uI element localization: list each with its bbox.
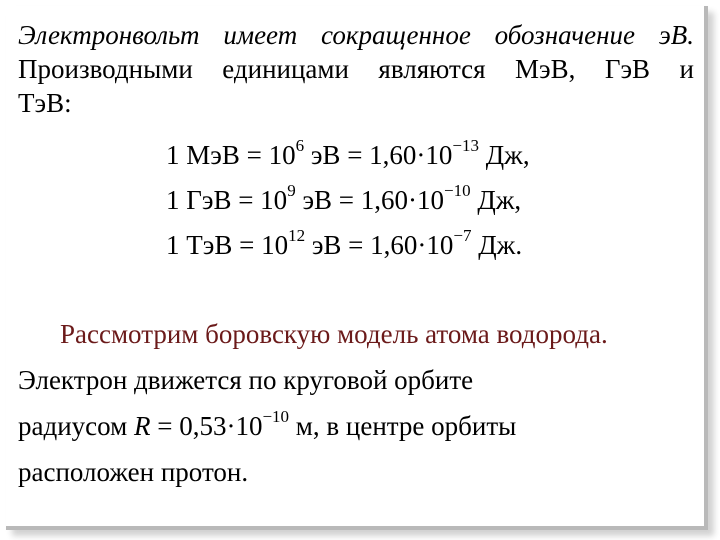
equation-tev-exp1: 12 <box>288 226 306 245</box>
equation-mev <box>166 131 530 179</box>
bohr-line-1: Рассмотрим боровскую модель атома водорода. <box>60 319 608 349</box>
equation-tev <box>166 221 522 269</box>
radius-symbol: R <box>133 411 151 441</box>
radius-exponent: −10 <box>262 407 290 426</box>
bohr-line-3-pre: радиусом <box>18 411 134 441</box>
bohr-line-3-post: м, в центре орбиты <box>289 411 517 441</box>
equation-gev-exp1: 9 <box>287 181 296 200</box>
bohr-paragraph <box>18 311 694 495</box>
equation-gev-mid: эВ = 1,60·10 <box>295 185 445 215</box>
equation-gev <box>166 176 521 224</box>
equation-gev-lhs: 1 ГэВ = 10 <box>166 185 288 215</box>
equation-mev-mid: эВ = 1,60·10 <box>304 140 453 170</box>
equation-gev-exp2: −10 <box>444 181 471 200</box>
equation-mev-lhs: 1 МэВ = 10 <box>166 140 296 170</box>
equation-tev-exp2: −7 <box>453 226 472 245</box>
intro-line-3: ТэВ: <box>18 88 72 118</box>
bohr-line-2: Электрон движется по круговой орбите <box>18 365 474 395</box>
intro-paragraph <box>18 18 694 120</box>
intro-line-2: Производными единицами являются МэВ, ГэВ и <box>18 54 694 84</box>
bohr-line-3-mid: = 0,53·10 <box>150 411 263 441</box>
bohr-line-4: расположен протон. <box>18 457 249 487</box>
equation-tev-lhs: 1 ТэВ = 10 <box>166 230 289 260</box>
intro-line-1: Электронвольт имеет сокращенное обозначение эВ. <box>18 20 694 50</box>
equation-mev-exp2: −13 <box>452 136 480 155</box>
equation-mev-exp1: 6 <box>295 136 305 155</box>
equation-gev-rhs: Дж, <box>470 185 522 215</box>
equation-mev-rhs: Дж, <box>479 140 530 170</box>
bohr-line-3 <box>18 403 694 449</box>
equation-tev-rhs: Дж. <box>471 230 523 260</box>
equation-tev-mid: эВ = 1,60·10 <box>305 230 454 260</box>
slide <box>6 6 708 530</box>
